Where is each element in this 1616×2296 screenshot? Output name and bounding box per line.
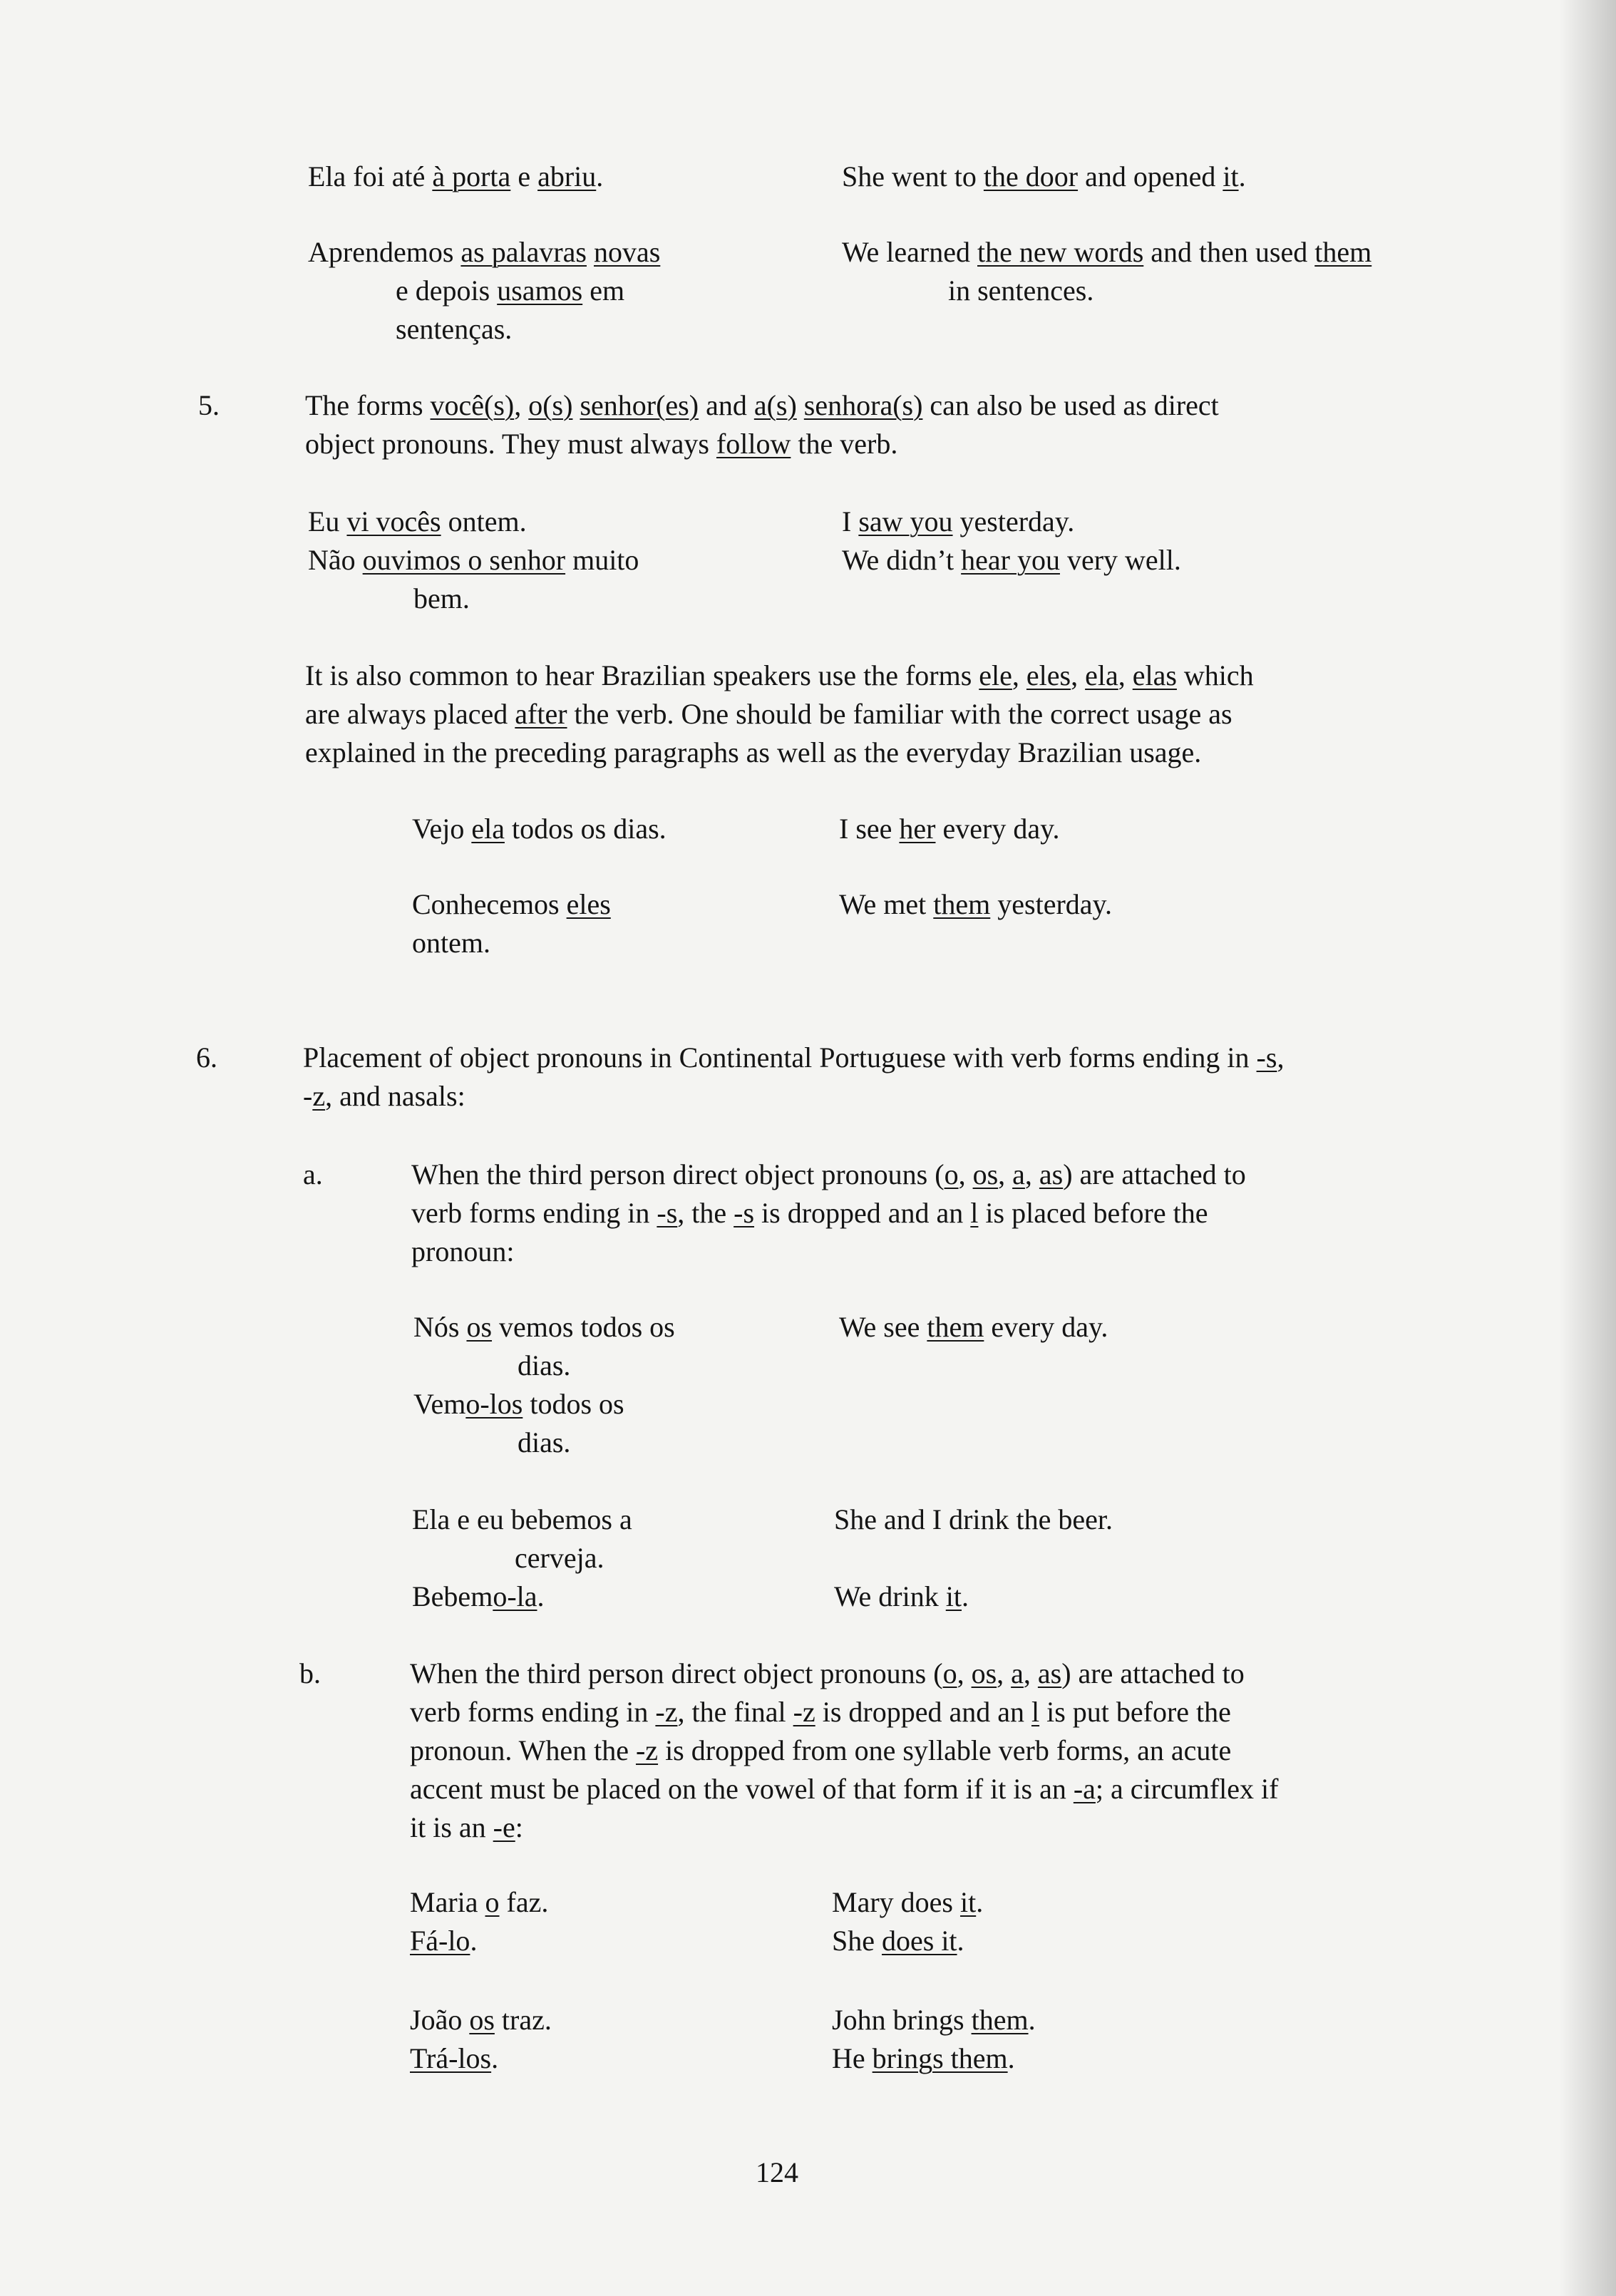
example-en-we-drink-it: We drink it. — [834, 1580, 969, 1612]
example-en-john-brings-them: John brings them. — [832, 2004, 1036, 2036]
item6b-letter: b. — [299, 1657, 321, 1689]
page-number: 124 — [756, 2156, 798, 2188]
page-edge-shadow — [1559, 0, 1616, 2296]
example-en-i-saw: I saw you yesterday. — [842, 505, 1075, 537]
example-pt-nos-os-vemos: Nós os vemos todos os — [413, 1311, 675, 1343]
example-pt-vemo-los: Vemo-los todos os — [413, 1388, 624, 1420]
example-pt-ela-foi: Ela foi até à porta e abriu. — [308, 160, 604, 192]
example-en-we-met: We met them yesterday. — [839, 888, 1112, 920]
item6-line2: -z, and nasals: — [303, 1080, 465, 1112]
example-pt-aprendemos-line2: e depois usamos em — [396, 274, 625, 307]
example-pt-conhecemos: Conhecemos eles — [412, 888, 611, 920]
example-en-we-see-them: We see them every day. — [839, 1311, 1108, 1343]
example-pt-eu-vi: Eu vi vocês ontem. — [308, 505, 527, 537]
example-en-he-brings-them: He brings them. — [832, 2042, 1015, 2074]
example-pt-joao-os-traz: João os traz. — [410, 2004, 552, 2036]
example-pt-nao-ouvimos-line2: bem. — [413, 582, 470, 614]
example-pt-vemo-los-line2: dias. — [518, 1426, 571, 1458]
item-number-5: 5. — [198, 389, 220, 421]
example-en-i-see-her: I see her every day. — [839, 813, 1060, 845]
item-number-6: 6. — [196, 1041, 217, 1074]
example-pt-ela-e-eu: Ela e eu bebemos a — [412, 1503, 632, 1535]
item6a-letter: a. — [303, 1158, 323, 1190]
example-pt-aprendemos-line3: sentenças. — [396, 313, 513, 345]
example-en-she-and-i: She and I drink the beer. — [834, 1503, 1113, 1535]
example-en-she-went: She went to the door and opened it. — [842, 160, 1246, 192]
item5-para-line3: explained in the preceding paragraphs as well as the everyday Brazilian usage. — [305, 736, 1202, 768]
item6a-line3: pronoun: — [411, 1235, 515, 1267]
item6b-line4: accent must be placed on the vowel of that form if it is an -a; a circumflex if — [410, 1773, 1279, 1805]
item5-line1: The forms você(s), o(s) senhor(es) and a(s) senhora(s) can also be used as direct — [305, 389, 1219, 421]
example-en-mary-does-it: Mary does it. — [832, 1886, 984, 1918]
example-pt-nos-os-vemos-line2: dias. — [518, 1349, 571, 1381]
example-pt-bebemo-la: Bebemo-la. — [412, 1580, 545, 1612]
example-pt-vejo-ela: Vejo ela todos os dias. — [412, 813, 667, 845]
example-pt-aprendemos: Aprendemos as palavras novas — [308, 236, 661, 268]
example-pt-maria-o-faz: Maria o faz. — [410, 1886, 549, 1918]
item6b-line1: When the third person direct object pronouns (o, os, a, as) are attached to — [410, 1657, 1245, 1689]
example-pt-tra-los: Trá-los. — [410, 2042, 499, 2074]
item6b-line2: verb forms ending in -z, the final -z is dropped and an l is put before the — [410, 1696, 1231, 1728]
item6a-line2: verb forms ending in -s, the -s is dropped and an l is placed before the — [411, 1197, 1208, 1229]
example-en-we-learned: We learned the new words and then used them — [842, 236, 1372, 268]
example-pt-ela-e-eu-line2: cerveja. — [515, 1542, 604, 1574]
item5-line2: object pronouns. They must always follow the verb. — [305, 428, 898, 460]
item5-para-line2: are always placed after the verb. One should be familiar with the correct usage as — [305, 698, 1232, 730]
example-en-we-didnt: We didn’t hear you very well. — [842, 544, 1181, 576]
example-pt-nao-ouvimos: Não ouvimos o senhor muito — [308, 544, 639, 576]
item6a-line1: When the third person direct object pronouns (o, os, a, as) are attached to — [411, 1158, 1246, 1190]
item6b-line5: it is an -e: — [410, 1811, 523, 1843]
item5-para-line1: It is also common to hear Brazilian speakers use the forms ele, eles, ela, elas which — [305, 659, 1254, 691]
example-pt-conhecemos-line2: ontem. — [412, 927, 490, 959]
item6b-line3: pronoun. When the -z is dropped from one syllable verb forms, an acute — [410, 1734, 1232, 1766]
example-en-she-does-it: She does it. — [832, 1925, 964, 1957]
item6-line1: Placement of object pronouns in Continental Portuguese with verb forms ending in -s, — [303, 1041, 1285, 1074]
example-en-we-learned-line2: in sentences. — [948, 274, 1094, 307]
example-pt-fa-lo: Fá-lo. — [410, 1925, 478, 1957]
